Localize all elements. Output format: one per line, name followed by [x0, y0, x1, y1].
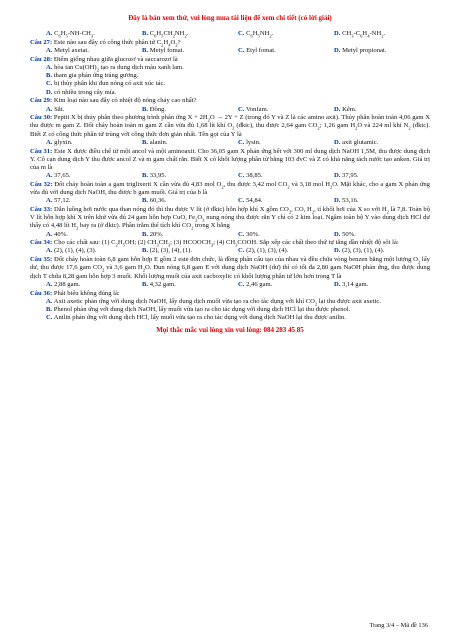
question-33: Câu 33: Dẫn luồng hơi nước qua than nóng đỏ thì thu được V lít (ở đktc) hỗn hợp khí X gồm $CO_2$, CO, $H_2$, tỉ khối hơi của X so với $H_2$ là 7,8. Toàn bộ V lít hỗn hợp khí X trên khử vừa đủ 24 gam hỗn hợp CuO, $Fe_2O_3$ nung nóng thu được rắn Y chỉ có 2 kim loại. Ngâm toàn bộ Y vào dung dịch HCl dư thấy có 4,48 lít $H_2$ bay ra (ở đktc). Phần trăm thể tích khí $CO_2$ trong X bằng	[30, 205, 431, 231]
q28-option-c: C. bị thủy phân khi đun nóng có axit xúc tác.	[46, 80, 166, 88]
question-34: Câu 34: Cho các chất sau: (1) $C_2H_5OH$; (2) $CH_3CH_3$; (3) $HCOOCH_3$; (4) $CH_3COOH$. Sắp xếp các chất theo thứ tự tăng dần nhiệt độ sôi là:	[30, 239, 399, 248]
q32-options: A. 57,12. B. 60,36. C. 54,84. D. 53,16.	[46, 197, 359, 205]
question-32: Câu 32: Đốt cháy hoàn toàn a gam triglixerit X cần vừa đủ 4,83 mol $O_2$, thu được 3,42 mol $CO_2$ và 3,18 mol $H_2O$. Mặt khác, cho a gam X phản ứng vừa đủ với dung dịch NaOH, thu được b gam muối. Giá trị của b là	[30, 180, 430, 197]
q27-options: A. Metyl axetat. B. Metyl fomat. C. Etyl fomat. D. Metyl propionat.	[46, 47, 387, 55]
q29-options: A. Sắt. B. Đồng. C. Vonfam. D. Kẽm.	[46, 105, 357, 113]
question-27: Câu 27: Este nào sau đây có công thức phân tử $C_2H_4O_2$?	[30, 38, 181, 48]
q36-option-a: A. Axit axetic phản ứng với dung dịch NaOH, lấy dung dịch muối vừa tạo ra cho tác dụng với khí $CO_2$ lại thu được axit axetic.	[46, 297, 381, 307]
page-number: Trang 3/4 – Mã đề 136	[369, 622, 428, 629]
question-28: Câu 28: Điểm giống nhau giữa glucozơ và saccarozơ là	[30, 55, 178, 63]
question-36: Câu 36: Phát biểu không đúng là:	[30, 289, 120, 297]
question-30: Câu 30: Peptit X bị thủy phân theo phương trình phản ứng $X + 2H_2O \to 2Y + Z$ (trong đó Y và Z là các amino axit). Thủy phân hoàn toàn 4,06 gam X thu được m gam Z. Đốt cháy hoàn toàn m gam Z cần vừa đủ 1,68 lít khí $O_2$ (đktc), thu được 2,64 gam $CO_2$; 1,26 gam $H_2O$ và 224 ml khí $N_2$ (đktc). Biết Z có công thức phân tử trùng với công thức đơn giản nhất. Tên gọi của Y là	[30, 114, 430, 138]
preview-banner: Đây là bản xem thử, vui lòng mua tài liệu để xem chi tiết (có lời giải)	[128, 14, 332, 22]
q28-option-a: A. hòa $\tan Cu(OH)_2$ tạo ra dung dịch màu xanh lam.	[46, 64, 184, 73]
q26-options: A. $C_6H_5-NH-CH_3$. B. $C_6H_5CH_2NH_2$. C. $C_6H_5NH_2$. D. $CH_3-C_6H_4-NH_2$.	[46, 30, 386, 39]
q28-option-d: D. có nhiều trong cây mía.	[46, 88, 117, 96]
question-29: Câu 29: Kim loại nào sau đây có nhiệt độ nóng chảy cao nhất?	[30, 97, 197, 105]
q33-options: A. 40%. B. 20%. C. 30%. D. 50%.	[46, 230, 356, 238]
q35-options: A. 2,88 gam. B. 4,32 gam. C. 2,46 gam. D. 3,14 gam.	[46, 280, 369, 288]
q28-option-b: B. tham gia phản ứng tráng gương.	[46, 72, 139, 80]
contact-banner: Mọi thắc mắc vui lòng xin vui lòng: 084 283 45 85	[156, 326, 304, 335]
q36-option-c: C. Anilin phản ứng với dung dịch HCl, lấy muối vừa tạo ra cho tác dụng với dung dịch NaOH lại thu được anilin.	[46, 314, 346, 322]
q30-options: A. glyxin. B. alanin. C. lysin. D. axit glutamic.	[46, 138, 379, 146]
question-31: Câu 31: Este X được điều chế từ một ancol và một aminoaxit. Cho 36,05 gam X phản ứng hết với 300 ml dung dịch NaOH 1,5M, thu được dung dịch Y. Cô cạn dung dịch Y thu được ancol Z và m gam chất rắn. Biết X có khối lượng phân tử bằng 103 đvC và Z có khả năng tách nước tạo anken. Giá trị của m là	[30, 147, 430, 171]
q36-option-b: B. Phenol phản ứng với dung dịch NaOH, lấy muối vừa tạo ra cho tác dụng với dung dịch HCl lại thu được phenol.	[46, 305, 351, 313]
q31-options: A. 37,65. B. 33,95. C. 38,85. D. 37,95.	[46, 172, 359, 180]
q34-options: A. (2), (1), (4), (3). B. (2), (3), (4), (1). C. (2), (1), (3), (4). D. (2), (3), (1), (4).	[46, 247, 385, 255]
exam-page	[30, 14, 430, 335]
question-35: Câu 35: Đốt cháy hoàn toàn 6,8 gam hỗn hợp E gồm 2 este đơn chức, là đồng phân cấu tạo của nhau và đều chứa vòng benzen bằng một lượng $O_2$ lấy dư, thu được 17,6 gam $CO_2$ và 3,6 gam $H_2O$. Đun nóng 6,8 gam E với dung dịch NaOH (dư) thì có tối đa 2,80 gam NaOH phản ứng, thu được dung dịch T chứa 8,28 gam hỗn hợp 3 muối. Khối lượng muối của axit cacboxylic có khối lượng phân tử lớn hơn trong T là	[30, 256, 430, 280]
